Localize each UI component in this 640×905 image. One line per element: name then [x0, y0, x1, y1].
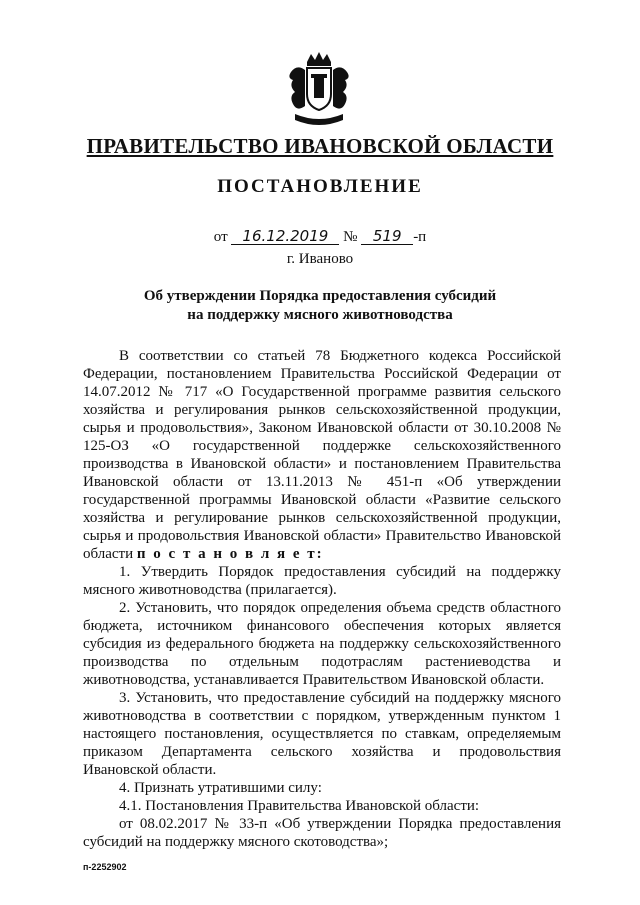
preamble-text: В соответствии со статьей 78 Бюджетного кодекса Российской Федерации, постановлением Правительства Российской Федерации от 14.07.2012 № 717 «О Государственной программе развития сельского хозяйства и регулирования рынков сельскохозяйственной продукции, сырья и продовольствия», Законом Ивановской области от 30.10.2008 № 125-ОЗ «О государственной поддержке сельскохозяйственного производства в Ивановской области» и постановлением Правительства Ивановской области от 13.11.2013 № 451-п «Об утверждении государственной программы Ивановской области «Развитие сельского хозяйства и регулирование рынков сельскохозяйственной продукции, сырья и продовольствия Ивановской области» Правительство Ивановской области [83, 348, 561, 562]
decree-body [83, 347, 561, 851]
item-2: 2. Установить, что порядок определения объема средств областного бюджета, источником финансового обеспечения которых является субсидия из федерального бюджета на поддержку сельскохозяйственного производства по отдельным подотраслям растениеводства и животноводства, устанавливается Правительством Ивановской области. [83, 600, 561, 688]
item-4-1: 4.1. Постановления Правительства Ивановской области: [119, 798, 480, 814]
document-code: п-2252902 [83, 862, 127, 872]
item-1: 1. Утвердить Порядок предоставления субсидий на поддержку мясного животноводства (прилагается). [83, 564, 561, 598]
date-prefix: от [213, 229, 228, 245]
coat-of-arms-emblem [287, 52, 351, 128]
item-4-1-a: от 08.02.2017 № 33-п «Об утверждении Порядка предоставления субсидий на поддержку мясного скотоводства»; [83, 816, 561, 850]
number-sign: № [343, 229, 358, 245]
handwritten-number: 519 [361, 229, 413, 245]
heading-line-2: на поддержку мясного животноводства [187, 307, 453, 323]
number-suffix: -п [413, 229, 427, 245]
decree-word: п о с т а н о в л я е т: [136, 546, 324, 562]
handwritten-date: 16.12.2019 [231, 229, 339, 245]
decree-heading [120, 287, 520, 325]
date-number-line [0, 229, 640, 246]
heading-line-1: Об утверждении Порядка предоставления субсидий [143, 288, 497, 304]
city-line: г. Иваново [286, 251, 354, 267]
government-title: ПРАВИТЕЛЬСТВО ИВАНОВСКОЙ ОБЛАСТИ [86, 134, 554, 158]
preamble-paragraph [83, 347, 561, 563]
item-4: 4. Признать утратившими силу: [119, 780, 322, 796]
item-3: 3. Установить, что предоставление субсидий на поддержку мясного животноводства в соответствии с порядком, утвержденным пунктом 1 настоящего постановления, осуществляется по ставкам, определяемым приказом Департамента сельского хозяйства и продовольствия Ивановской области. [83, 690, 561, 778]
document-type: ПОСТАНОВЛЕНИЕ [217, 176, 423, 197]
